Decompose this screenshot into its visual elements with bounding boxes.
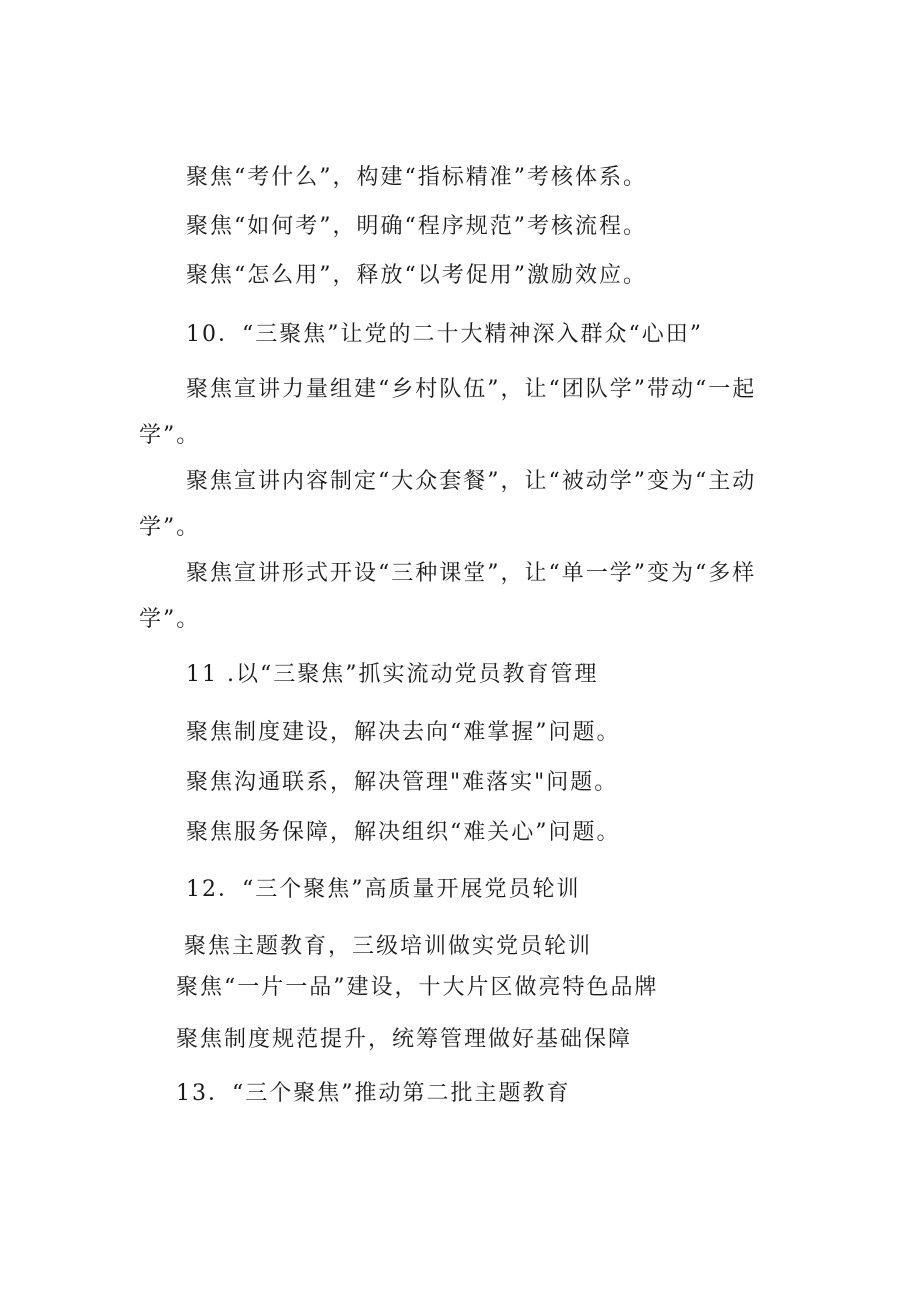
- paragraph-assessment-how: 聚焦“如何考”，明确“程序规范”考核流程。: [186, 214, 647, 239]
- paragraph-system-building: 聚焦制度建设，解决去向“难掌握”问题。: [186, 720, 621, 745]
- paragraph-service-guarantee: 聚焦服务保障，解决组织“难关心”问题。: [186, 820, 621, 845]
- paragraph-lecture-content: 聚焦宣讲内容制定“大众套餐”，让“被动学”变为“主动学”。: [139, 469, 757, 540]
- paragraph-system-standard: 聚焦制度规范提升，统筹管理做好基础保障: [176, 1027, 633, 1052]
- paragraph-theme-education: 聚焦主题教育，三级培训做实党员轮训: [184, 934, 593, 959]
- paragraph-lecture-form: 聚焦宣讲形式开设“三种课堂”，让“单一学”变为“多样学”。: [139, 561, 757, 632]
- heading-item-12: 12．“三个聚焦”高质量开展党员轮训: [186, 877, 581, 902]
- paragraph-communication: 聚焦沟通联系，解决管理"难落实"问题。: [186, 770, 619, 795]
- paragraph-one-area-one-brand: 聚焦“一片一品”建设，十大片区做亮特色品牌: [176, 975, 659, 1000]
- paragraph-assessment-what: 聚焦“考什么”，构建“指标精准”考核体系。: [186, 165, 647, 190]
- heading-item-13: 13．“三个聚焦”推动第二批主题教育: [176, 1081, 571, 1106]
- heading-item-11: 11 .以“三聚焦”抓实流动党员教育管理: [186, 662, 599, 687]
- paragraph-lecture-team: 聚焦宣讲力量组建“乡村队伍”，让“团队学”带动“一起学”。: [139, 377, 757, 448]
- heading-item-10: 10．“三聚焦”让党的二十大精神深入群众“心田”: [186, 322, 703, 347]
- paragraph-assessment-use: 聚焦“怎么用”，释放“以考促用”激励效应。: [186, 263, 647, 288]
